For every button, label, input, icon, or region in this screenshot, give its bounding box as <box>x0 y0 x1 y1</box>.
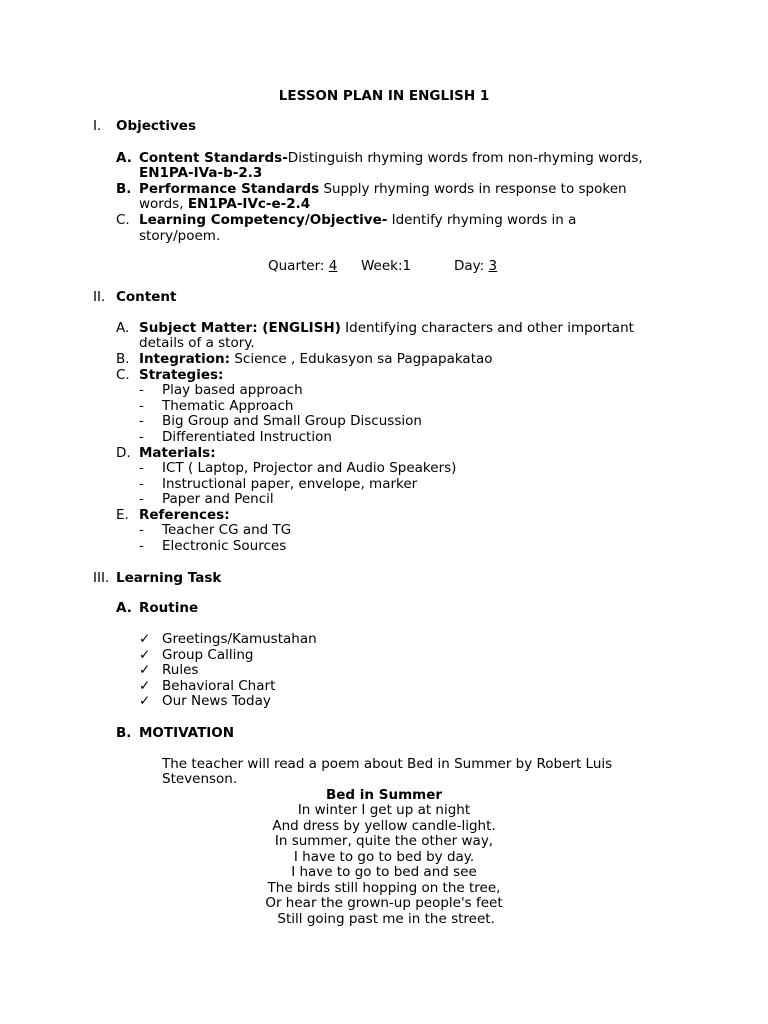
list-item: Teacher CG and TG <box>162 522 292 538</box>
objective-code: EN1PA-IVa-b-2.3 <box>139 165 263 181</box>
content-marker: C. <box>116 367 130 383</box>
content-subject-matter: Subject Matter: (ENGLISH) Identifying characters and other important <box>139 320 634 336</box>
objective-marker: A. <box>116 150 132 166</box>
content-strategies-label: Strategies: <box>139 367 224 383</box>
motivation-intro: The teacher will read a poem about Bed in Summer by Robert Luis <box>162 756 613 772</box>
objective-performance-continued: words, EN1PA-IVc-e-2.4 <box>139 196 311 212</box>
poem-title: Bed in Summer <box>325 787 443 803</box>
task-marker: B. <box>116 725 132 741</box>
list-dash: - <box>139 398 144 414</box>
poem-line: In winter I get up at night <box>297 802 471 818</box>
objective-marker: B. <box>116 181 132 197</box>
poem-line: I have to go to bed by day. <box>293 849 475 865</box>
task-routine-label: Routine <box>139 600 199 616</box>
objective-learning-competency: Learning Competency/Objective- Identify rhyming words in a <box>139 212 577 228</box>
content-subject-continued: details of a story. <box>139 335 255 351</box>
routine-item: Our News Today <box>162 693 271 709</box>
checkmark-icon: ✓ <box>139 631 151 647</box>
motivation-intro-continued: Stevenson. <box>162 771 238 787</box>
list-item: Instructional paper, envelope, marker <box>162 476 418 492</box>
list-item: Play based approach <box>162 382 303 398</box>
checkmark-icon: ✓ <box>139 693 151 709</box>
list-item: Paper and Pencil <box>162 491 274 507</box>
section-number: III. <box>93 570 110 586</box>
content-materials-label: Materials: <box>139 445 216 461</box>
poem-line: Or hear the grown-up people's feet <box>265 895 503 911</box>
routine-item: Group Calling <box>162 647 254 663</box>
checkmark-icon: ✓ <box>139 662 151 678</box>
list-dash: - <box>139 476 144 492</box>
list-dash: - <box>139 522 144 538</box>
schedule-week: Week:1 <box>361 258 412 274</box>
list-dash: - <box>139 460 144 476</box>
list-dash: - <box>139 413 144 429</box>
objective-competency-continued: story/poem. <box>139 228 221 244</box>
content-integration: Integration: Science , Edukasyon sa Pagpapakatao <box>139 351 493 367</box>
content-marker: E. <box>116 507 129 523</box>
list-item: Big Group and Small Group Discussion <box>162 413 422 429</box>
task-marker: A. <box>116 600 132 616</box>
content-marker: A. <box>116 320 130 336</box>
content-references-label: References: <box>139 507 230 523</box>
section-heading-learning-task: Learning Task <box>116 570 222 586</box>
routine-item: Rules <box>162 662 199 678</box>
list-item: Differentiated Instruction <box>162 429 332 445</box>
document-title: LESSON PLAN IN ENGLISH 1 <box>278 88 490 104</box>
list-item: ICT ( Laptop, Projector and Audio Speakers) <box>162 460 457 476</box>
list-item: Electronic Sources <box>162 538 287 554</box>
schedule-day: Day: 3 <box>454 258 498 274</box>
routine-item: Behavioral Chart <box>162 678 276 694</box>
section-heading-content: Content <box>116 289 177 305</box>
list-dash: - <box>139 538 144 554</box>
routine-item: Greetings/Kamustahan <box>162 631 317 647</box>
checkmark-icon: ✓ <box>139 678 151 694</box>
poem-line: I have to go to bed and see <box>291 864 477 880</box>
schedule-quarter: Quarter: 4 <box>268 258 338 274</box>
task-motivation-label: MOTIVATION <box>139 725 235 741</box>
poem-line: Still going past me in the street. <box>273 911 495 927</box>
section-heading-objectives: Objectives <box>116 118 196 134</box>
section-number: II. <box>93 289 106 305</box>
section-number: I. <box>93 118 102 134</box>
content-marker: D. <box>116 445 131 461</box>
objective-content-standards: Content Standards-Distinguish rhyming words from non-rhyming words, <box>139 150 643 166</box>
objective-performance-standards: Performance Standards Supply rhyming words in response to spoken <box>139 181 627 197</box>
poem-line: And dress by yellow candle-light. <box>272 818 496 834</box>
poem-line: In summer, quite the other way, <box>274 833 494 849</box>
objective-marker: C. <box>116 212 130 228</box>
list-item: Thematic Approach <box>162 398 294 414</box>
list-dash: - <box>139 382 144 398</box>
poem-line: The birds still hopping on the tree, <box>267 880 501 896</box>
content-marker: B. <box>116 351 130 367</box>
list-dash: - <box>139 429 144 445</box>
list-dash: - <box>139 491 144 507</box>
checkmark-icon: ✓ <box>139 647 151 663</box>
